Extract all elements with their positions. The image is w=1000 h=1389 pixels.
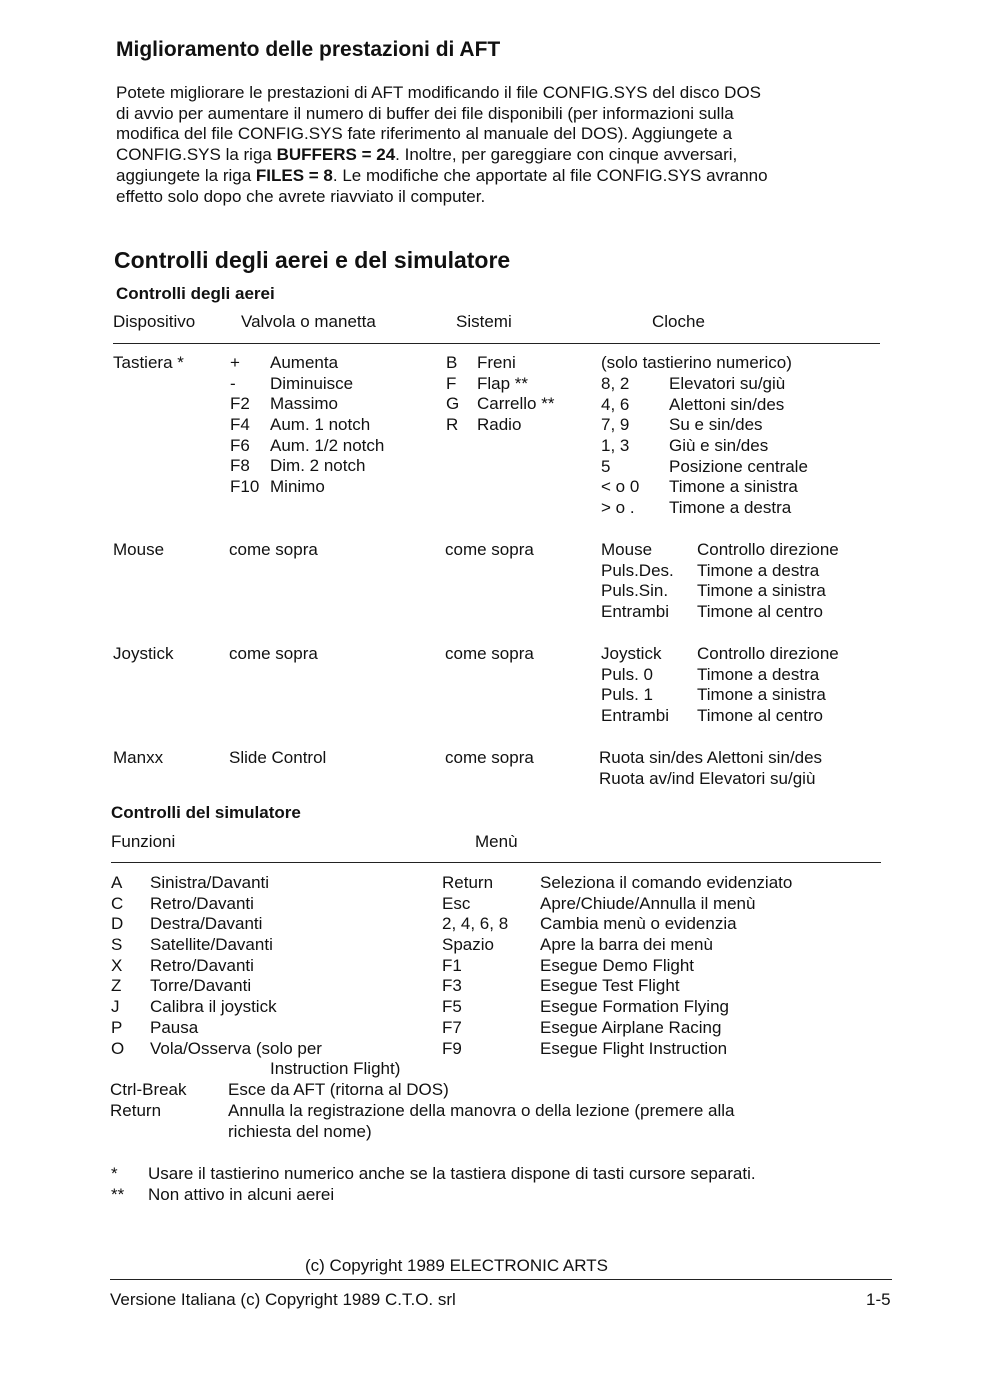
paragraph-line xyxy=(116,187,886,208)
system-action: Flap ** xyxy=(477,373,529,393)
function-action: Destra/Davanti xyxy=(150,914,263,934)
header-systems: Sistemi xyxy=(456,312,512,331)
stick-key: 4, 6 xyxy=(601,394,630,414)
function-key: O xyxy=(111,1038,125,1058)
throttle-action: Aumenta xyxy=(270,353,339,372)
system-key: F xyxy=(446,373,457,393)
stick-action: Giù e sin/des xyxy=(669,436,769,456)
menu-key: F9 xyxy=(442,1038,462,1058)
mouse-input: Puls.Des. xyxy=(601,560,674,580)
mouse-input: Mouse xyxy=(601,540,653,559)
throttle-action: Aum. 1/2 notch xyxy=(270,435,385,455)
joystick-action: Timone a sinistra xyxy=(697,685,826,705)
menu-key: Return xyxy=(442,873,494,892)
menu-key: F7 xyxy=(442,1017,462,1037)
mouse-action: Timone a destra xyxy=(697,560,820,580)
menu-action: Cambia menù o evidenzia xyxy=(540,914,737,934)
paragraph-text: Potete migliorare le prestazioni di AFT modificando il file CONFIG.SYS del disco DOS xyxy=(116,83,762,102)
subtitle-simulator-controls: Controlli del simulatore xyxy=(111,803,301,822)
paragraph-text: . Le modifiche che apportate al file CONFIG.SYS avranno xyxy=(332,165,768,185)
menu-action: Apre/Chiude/Annulla il menù xyxy=(540,893,756,913)
performance-paragraph xyxy=(116,83,886,207)
system-key: B xyxy=(446,353,458,372)
function-action: Torre/Davanti xyxy=(150,976,252,996)
device-mouse: Mouse xyxy=(113,540,165,559)
keyboard-stick-note: (solo tastierino numerico) xyxy=(601,353,792,372)
menu-action: Seleziona il comando evidenziato xyxy=(540,873,793,892)
joystick-action: Timone al centro xyxy=(697,706,823,726)
paragraph-text: effetto solo dopo che avrete riavviato il computer. xyxy=(116,186,486,206)
footnote-text-1: Usare il tastierino numerico anche se la tastiera dispone di tasti cursore separati. xyxy=(148,1164,756,1183)
joystick-systems: come sopra xyxy=(445,644,534,663)
manxx-stick-row: Ruota av/ind Elevatori su/giù xyxy=(599,768,816,788)
paragraph-line xyxy=(116,166,886,187)
return-desc-line2: richiesta del nome) xyxy=(228,1122,372,1141)
mouse-stick-inputs xyxy=(601,540,674,623)
paragraph-text: di avvio per aumentare il numero di buffer dei file disponibili (per informazioni sulla xyxy=(116,103,734,123)
function-key: P xyxy=(111,1017,123,1037)
header-rule xyxy=(113,343,880,344)
function-key: J xyxy=(111,997,120,1017)
throttle-key: F2 xyxy=(230,394,250,414)
function-action: Calibra il joystick xyxy=(150,997,277,1017)
joystick-action: Controllo direzione xyxy=(697,644,839,663)
menu-action: Esegue Demo Flight xyxy=(540,955,695,975)
throttle-key: F4 xyxy=(230,415,250,435)
manxx-stick-row: Ruota sin/des Alettoni sin/des xyxy=(599,748,823,767)
keyboard-throttle-actions xyxy=(270,353,384,498)
menu-key: Esc xyxy=(442,893,471,913)
config-directive: FILES = 8 xyxy=(255,165,333,185)
system-key: R xyxy=(446,415,459,435)
mouse-action: Timone a sinistra xyxy=(697,581,826,601)
return-key: Return xyxy=(110,1101,162,1120)
ctrl-break-key: Ctrl-Break xyxy=(110,1080,187,1099)
device-manxx: Manxx xyxy=(113,748,164,767)
device-keyboard: Tastiera * xyxy=(113,353,184,372)
function-actions xyxy=(150,873,322,1059)
function-action: Pausa xyxy=(150,1017,199,1037)
joystick-stick-inputs xyxy=(601,644,669,727)
menu-action: Esegue Flight Instruction xyxy=(540,1038,728,1058)
paragraph-text: CONFIG.SYS la riga xyxy=(116,145,277,165)
mouse-input: Puls.Sin. xyxy=(601,581,669,601)
joystick-input: Puls. 0 xyxy=(601,664,653,684)
stick-key: < o 0 xyxy=(601,477,640,497)
stick-key: 8, 2 xyxy=(601,374,630,393)
throttle-key: - xyxy=(230,373,236,393)
mouse-throttle: come sopra xyxy=(229,540,318,559)
header-functions: Funzioni xyxy=(111,832,176,851)
function-keys xyxy=(111,873,124,1059)
stick-action: Su e sin/des xyxy=(669,415,763,435)
paragraph-line xyxy=(116,124,886,145)
throttle-action: Minimo xyxy=(270,477,325,497)
manxx-systems: come sopra xyxy=(445,748,534,767)
stick-key: 7, 9 xyxy=(601,415,630,435)
mouse-systems: come sopra xyxy=(445,540,534,559)
subtitle-aircraft-controls: Controlli degli aerei xyxy=(116,284,275,303)
section-title-controls: Controlli degli aerei e del simulatore xyxy=(114,247,511,273)
version-line: Versione Italiana (c) Copyright 1989 C.T.O. srl xyxy=(110,1290,456,1309)
paragraph-text: modifica del file CONFIG.SYS fate riferimento al manuale del DOS). Aggiungete a xyxy=(116,124,733,144)
paragraph-line xyxy=(116,145,886,166)
paragraph-line xyxy=(116,104,886,125)
menu-action: Esegue Formation Flying xyxy=(540,997,729,1017)
stick-key: 1, 3 xyxy=(601,436,630,456)
function-key: Z xyxy=(111,976,122,996)
section-title-performance: Miglioramento delle prestazioni di AFT xyxy=(116,38,501,61)
footnote-mark-2: ** xyxy=(111,1185,125,1204)
function-action: Retro/Davanti xyxy=(150,893,254,913)
throttle-key: F6 xyxy=(230,435,250,455)
menu-key: F3 xyxy=(442,976,462,996)
return-desc-line1: Annulla la registrazione della manovra o della lezione (premere alla xyxy=(228,1101,735,1120)
ctrl-break-desc: Esce da AFT (ritorna al DOS) xyxy=(228,1080,449,1099)
throttle-action: Dim. 2 notch xyxy=(270,456,366,476)
system-key: G xyxy=(446,394,460,414)
menu-action: Esegue Test Flight xyxy=(540,976,680,996)
system-action: Radio xyxy=(477,415,522,435)
stick-action: Elevatori su/giù xyxy=(669,374,786,393)
function-key: C xyxy=(111,893,124,913)
throttle-key: + xyxy=(230,353,240,372)
device-joystick: Joystick xyxy=(113,644,174,663)
mouse-input: Entrambi xyxy=(601,602,670,622)
joystick-input: Joystick xyxy=(601,644,662,663)
menu-action: Apre la barra dei menù xyxy=(540,935,713,955)
menu-key: 2, 4, 6, 8 xyxy=(442,914,509,934)
system-action: Freni xyxy=(477,353,516,372)
config-directive: BUFFERS = 24 xyxy=(276,145,396,165)
manxx-stick-rows xyxy=(599,748,822,789)
function-key: S xyxy=(111,935,123,955)
function-action: Retro/Davanti xyxy=(150,955,254,975)
joystick-input: Entrambi xyxy=(601,706,670,726)
throttle-key: F8 xyxy=(230,456,250,476)
keyboard-throttle-keys xyxy=(230,353,259,498)
header-stick: Cloche xyxy=(652,312,705,331)
header-menu: Menù xyxy=(475,832,518,851)
header-device: Dispositivo xyxy=(113,312,196,331)
keyboard-system-keys xyxy=(446,353,459,436)
menu-actions xyxy=(540,873,792,1059)
joystick-stick-actions xyxy=(697,644,839,727)
stick-action: Posizione centrale xyxy=(669,456,808,476)
keyboard-system-actions xyxy=(477,353,554,436)
throttle-action: Aum. 1 notch xyxy=(270,415,371,435)
footer-rule xyxy=(110,1279,892,1280)
stick-action: Alettoni sin/des xyxy=(669,394,785,414)
keyboard-stick-keys xyxy=(601,374,639,519)
function-action: Vola/Osserva (solo per xyxy=(150,1038,322,1058)
paragraph-line xyxy=(116,83,886,104)
joystick-input: Puls. 1 xyxy=(601,685,653,705)
function-continuation: Instruction Flight) xyxy=(270,1059,401,1078)
mouse-stick-actions xyxy=(697,540,839,623)
system-action: Carrello ** xyxy=(477,394,555,414)
stick-key: 5 xyxy=(601,456,611,476)
throttle-key: F10 xyxy=(230,477,260,497)
function-action: Sinistra/Davanti xyxy=(150,873,270,892)
footnote-mark-1: * xyxy=(111,1164,118,1183)
page-number: 1-5 xyxy=(866,1290,891,1309)
function-action: Satellite/Davanti xyxy=(150,935,273,955)
menu-key: Spazio xyxy=(442,935,494,955)
paragraph-text: . Inoltre, per gareggiare con cinque avversari, xyxy=(395,145,738,165)
keyboard-stick-actions xyxy=(669,374,808,519)
footnote-text-2: Non attivo in alcuni aerei xyxy=(148,1185,335,1204)
throttle-action: Diminuisce xyxy=(270,373,354,393)
copyright-electronic-arts: (c) Copyright 1989 ELECTRONIC ARTS xyxy=(305,1256,608,1275)
function-key: X xyxy=(111,955,123,975)
joystick-throttle: come sopra xyxy=(229,644,318,663)
stick-key: > o . xyxy=(601,498,635,518)
header-throttle: Valvola o manetta xyxy=(241,312,376,331)
manxx-throttle: Slide Control xyxy=(229,748,327,767)
menu-key: F1 xyxy=(442,955,462,975)
joystick-action: Timone a destra xyxy=(697,664,820,684)
stick-action: Timone a sinistra xyxy=(669,477,798,497)
throttle-action: Massimo xyxy=(270,394,339,414)
mouse-action: Timone al centro xyxy=(697,602,823,622)
menu-keys xyxy=(442,873,508,1059)
simulator-header-rule xyxy=(111,862,881,863)
menu-action: Esegue Airplane Racing xyxy=(540,1017,722,1037)
mouse-action: Controllo direzione xyxy=(697,540,839,559)
paragraph-text: aggiungete la riga xyxy=(116,165,256,185)
menu-key: F5 xyxy=(442,997,462,1017)
function-key: A xyxy=(111,873,123,892)
stick-action: Timone a destra xyxy=(669,498,792,518)
function-key: D xyxy=(111,914,124,934)
